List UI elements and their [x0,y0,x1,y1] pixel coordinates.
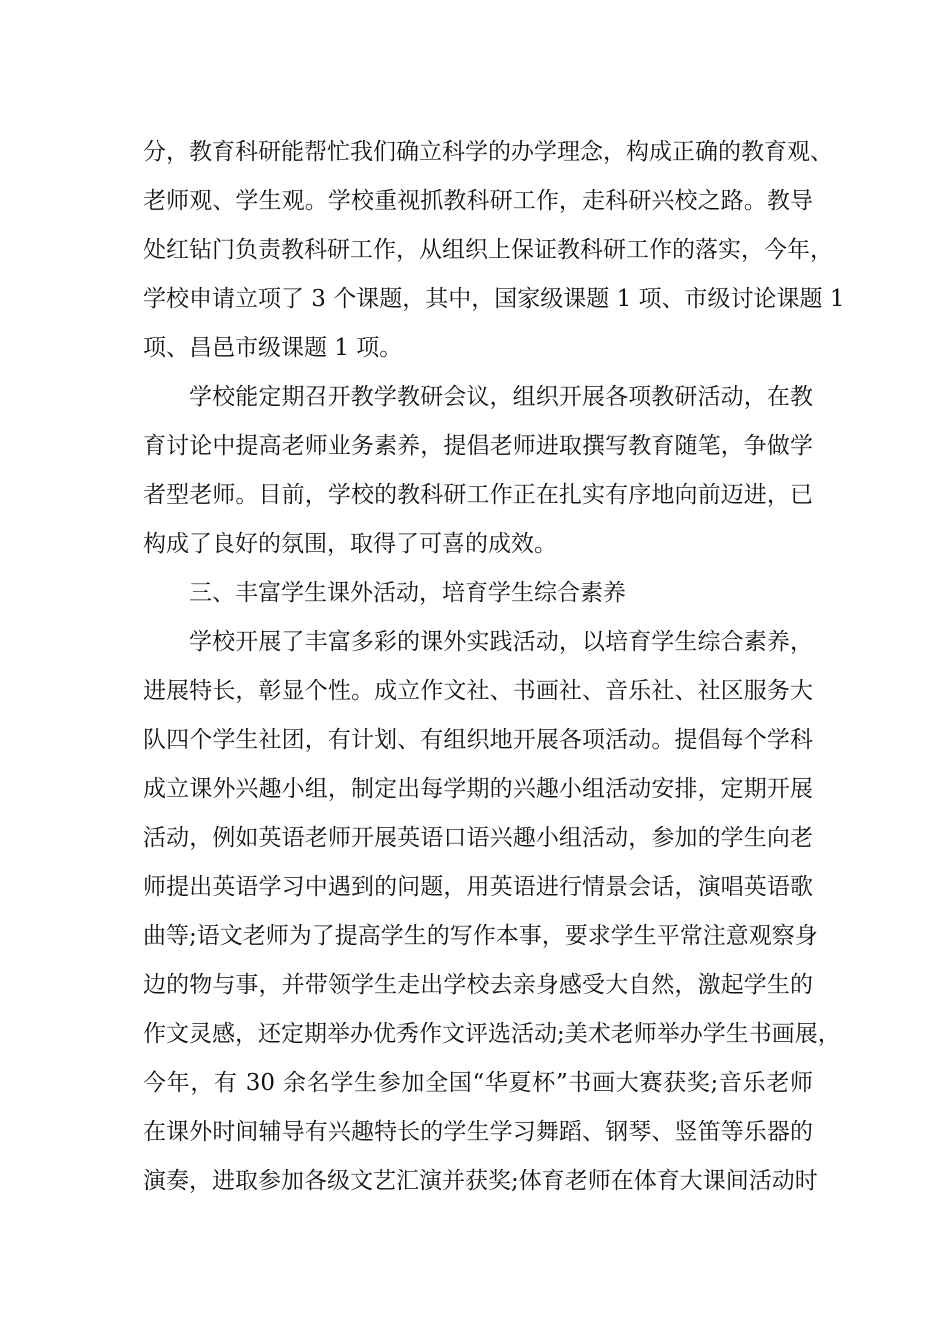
text-line: 师提出英语学习中遇到的问题，用英语进行情景会话，演唱英语歌 [143,874,813,900]
paragraph-2 [143,373,813,569]
paragraph-3 [143,618,841,1206]
text-line: 成立课外兴趣小组，制定出每学期的兴趣小组活动安排，定期开展 [143,776,813,802]
text-line: 今年，有 30 余名学生参加全国“华夏杯”书画大赛获奖;音乐老师 [143,1070,813,1096]
text-line: 老师观、学生观。学校重视抓教科研工作，走科研兴校之路。教导 [143,188,813,214]
text-line: 进展特长，彰显个性。成立作文社、书画社、音乐社、社区服务大 [143,678,813,704]
text-line: 边的物与事，并带领学生走出学校去亲身感受大自然，激起学生的 [143,972,813,998]
text-line: 演奏，进取参加各级文艺汇演并获奖;体育老师在体育大课间活动时 [143,1168,818,1194]
text-line: 分，教育科研能帮忙我们确立科学的办学理念，构成正确的教育观、 [143,139,833,165]
text-line: 作文灵感，还定期举办优秀作文评选活动;美术老师举办学生书画展， [143,1021,841,1047]
paragraph-1 [143,128,845,373]
section-heading: 三、丰富学生课外活动，培育学生综合素养 [189,580,626,606]
text-line: 构成了良好的氛围，取得了可喜的成效。 [143,531,557,557]
text-line: 育讨论中提高老师业务素养，提倡老师进取撰写教育随笔，争做学 [143,433,813,459]
text-line: 队四个学生社团，有计划、有组织地开展各项活动。提倡每个学科 [143,727,813,753]
document-body [143,128,845,1206]
text-line: 曲等;语文老师为了提高学生的写作本事，要求学生平常注意观察身 [143,923,818,949]
text-line: 学校申请立项了 3 个课题，其中，国家级课题 1 项、市级讨论课题 1 [143,286,845,312]
text-line: 活动，例如英语老师开展英语口语兴趣小组活动，参加的学生向老 [143,825,813,851]
text-line: 者型老师。目前，学校的教科研工作正在扎实有序地向前迈进，已 [143,482,813,508]
text-line: 学校开展了丰富多彩的课外实践活动，以培育学生综合素养， [189,629,813,655]
text-line: 处红钻门负责教科研工作，从组织上保证教科研工作的落实，今年， [143,237,833,263]
text-line: 学校能定期召开教学教研会议，组织开展各项教研活动，在教 [189,384,813,410]
text-line: 在课外时间辅导有兴趣特长的学生学习舞蹈、钢琴、竖笛等乐器的 [143,1119,813,1145]
text-line: 项、昌邑市级课题 1 项。 [143,335,403,361]
